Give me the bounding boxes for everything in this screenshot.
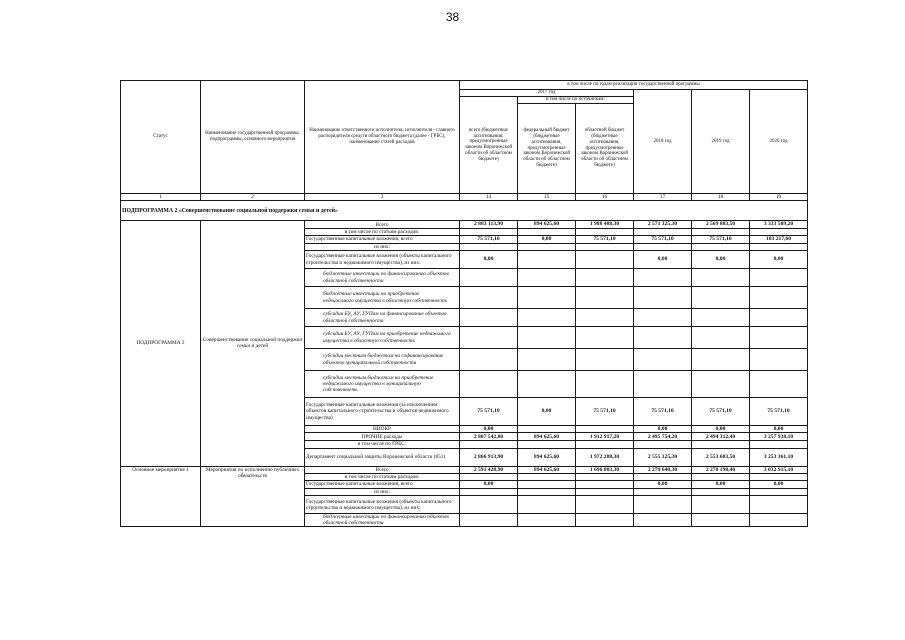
value-cell	[634, 269, 692, 287]
value-cell	[634, 349, 692, 371]
value-cell: 0,00	[460, 251, 518, 269]
budget-table	[120, 80, 808, 527]
value-cell: 0,00	[750, 426, 808, 433]
page-number: 38	[445, 10, 460, 24]
value-cell	[518, 243, 576, 250]
value-cell	[460, 496, 518, 514]
value-cell	[460, 243, 518, 250]
column-number: 1	[121, 194, 201, 201]
row-status: Основное мероприятие 1	[121, 466, 201, 527]
header-year-2020: 2020 год	[750, 90, 808, 194]
value-cell	[576, 251, 634, 269]
header-year-2019: 2019 год	[692, 90, 750, 194]
value-cell	[692, 287, 750, 309]
value-cell	[518, 251, 576, 269]
value-cell	[634, 243, 692, 250]
value-cell	[750, 473, 808, 480]
value-cell: 75 571,10	[692, 235, 750, 243]
row-label: в том числе по статьям расходов:	[305, 228, 460, 235]
value-cell	[634, 496, 692, 514]
value-cell	[518, 371, 576, 398]
row-label: субсидии БУ, АУ, ГУПам на приобретение недвижимого имущества в областную собственность	[305, 327, 460, 349]
value-cell	[750, 371, 808, 398]
table-row	[121, 466, 808, 473]
value-cell	[576, 287, 634, 309]
value-cell: 2 569 883,50	[692, 221, 750, 228]
row-label: бюджетные инвестиции по финансированию объектов областной собственности	[305, 514, 460, 527]
value-cell	[692, 327, 750, 349]
value-cell: 3 333 509,20	[750, 221, 808, 228]
value-cell	[518, 228, 576, 235]
value-cell: 2 553 683,50	[692, 448, 750, 466]
row-label: из них:	[305, 243, 460, 250]
value-cell	[750, 514, 808, 527]
value-cell	[692, 371, 750, 398]
value-cell	[692, 473, 750, 480]
value-cell	[692, 496, 750, 514]
value-cell	[750, 496, 808, 514]
value-cell: 2 591 428,90	[460, 466, 518, 473]
value-cell: 75 571,10	[750, 398, 808, 426]
subprogram-title: ПОДПРОГРАММА 2 «Совершенствование социальной поддержки семьи и детей»	[121, 201, 808, 221]
header-federal-budget: федеральный бюджет (бюджетные ассигнования, предусмотренные законом Воронежской области об областном бюджете)	[518, 104, 576, 194]
header-row-1	[121, 81, 808, 90]
value-cell	[692, 243, 750, 250]
value-cell	[576, 481, 634, 489]
value-cell: 894 625,60	[518, 466, 576, 473]
value-cell: 3 032 915,10	[750, 466, 808, 473]
value-cell	[576, 514, 634, 527]
value-cell: 0,00	[460, 481, 518, 489]
table-row	[121, 221, 808, 228]
value-cell: 0,00	[518, 398, 576, 426]
value-cell	[750, 349, 808, 371]
value-cell	[634, 514, 692, 527]
column-number: 14	[460, 194, 518, 201]
value-cell	[750, 269, 808, 287]
value-cell: 75 571,10	[692, 398, 750, 426]
row-label: в том числе по статьям расходов:	[305, 473, 460, 480]
header-status: Статус	[121, 81, 201, 194]
value-cell: 894 625,60	[518, 221, 576, 228]
value-cell	[460, 514, 518, 527]
row-label: Всего	[305, 221, 460, 228]
value-cell	[750, 489, 808, 496]
header-incl-sources: в том числе по источникам:	[518, 97, 634, 104]
value-cell	[634, 489, 692, 496]
row-label: ПРОЧИЕ расходы	[305, 433, 460, 441]
value-cell	[692, 349, 750, 371]
value-cell	[518, 287, 576, 309]
value-cell	[518, 269, 576, 287]
header-regional-budget: областной бюджет (бюджетные ассигнования, предусмотренные законом Воронежской области об областном бюджете)	[576, 104, 634, 194]
value-cell: 0,00	[692, 426, 750, 433]
value-cell	[576, 228, 634, 235]
value-cell	[634, 441, 692, 448]
value-cell: 2 571 325,30	[634, 221, 692, 228]
row-label: Государственные капитальные вложения (за исключением объектов капитального строительства и объектов недвижимого имущества)	[305, 398, 460, 426]
value-cell	[750, 243, 808, 250]
row-label: Государственные капитальные вложения, всего	[305, 481, 460, 489]
value-cell	[460, 287, 518, 309]
value-cell: 2 883 113,90	[460, 221, 518, 228]
row-status: ПОДПРОГРАММА 2	[121, 221, 201, 466]
value-cell: 0,00	[518, 235, 576, 243]
value-cell	[750, 228, 808, 235]
row-label: в том числе по ГРБС:	[305, 441, 460, 448]
value-cell	[576, 243, 634, 250]
row-program-name: Мероприятия по исполнению публичных обязательств	[201, 466, 305, 527]
row-label: Всего	[305, 466, 460, 473]
row-label: субсидии местным бюджетам на приобретение недвижимого имущества в муниципальную собственность	[305, 371, 460, 398]
value-cell	[750, 309, 808, 327]
subprogram-title-row	[121, 201, 808, 221]
value-cell	[576, 473, 634, 480]
value-cell	[634, 287, 692, 309]
value-cell	[576, 371, 634, 398]
column-number: 17	[634, 194, 692, 201]
value-cell: 1 696 803,30	[576, 466, 634, 473]
value-cell: 0,00	[750, 251, 808, 269]
value-cell	[518, 496, 576, 514]
value-cell: 0,00	[634, 251, 692, 269]
value-cell	[692, 228, 750, 235]
header-year-2017: 2017 год	[460, 90, 634, 97]
value-cell: 0,00	[460, 426, 518, 433]
value-cell: 2 555 125,30	[634, 448, 692, 466]
value-cell	[634, 327, 692, 349]
value-cell	[576, 441, 634, 448]
value-cell: 2 807 542,80	[460, 433, 518, 441]
value-cell	[692, 269, 750, 287]
row-label: НИОКР	[305, 426, 460, 433]
value-cell	[634, 473, 692, 480]
column-number-row	[121, 194, 808, 201]
row-label: бюджетные инвестиции на приобретение недвижимого имущества в областную собственность	[305, 287, 460, 309]
value-cell: 1 988 488,30	[576, 221, 634, 228]
value-cell: 0,00	[692, 481, 750, 489]
value-cell	[460, 327, 518, 349]
value-cell: 0,00	[634, 426, 692, 433]
value-cell	[460, 228, 518, 235]
row-label: Государственные капитальные вложения (объекты капитального строительства и недвижимого имущества), из них:	[305, 496, 460, 514]
value-cell	[692, 489, 750, 496]
value-cell	[460, 349, 518, 371]
value-cell	[518, 481, 576, 489]
value-cell	[750, 287, 808, 309]
value-cell: 0,00	[750, 481, 808, 489]
value-cell	[518, 309, 576, 327]
row-label: субсидии местным бюджетам на софинансирование объектов муниципальной собственности	[305, 349, 460, 371]
value-cell	[576, 489, 634, 496]
value-cell	[518, 489, 576, 496]
value-cell	[692, 309, 750, 327]
value-cell	[460, 269, 518, 287]
value-cell	[634, 371, 692, 398]
header-year-2018: 2018 год	[634, 90, 692, 194]
row-label: Государственные капитальные вложения (объекты капитального строительства и недвижимого имущества), из них:	[305, 251, 460, 269]
row-label: из них:	[305, 489, 460, 496]
header-top-band: в том числе по годам реализации государственной программы	[460, 81, 808, 90]
value-cell	[518, 473, 576, 480]
value-cell	[518, 349, 576, 371]
value-cell	[460, 441, 518, 448]
value-cell: 2 866 913,90	[460, 448, 518, 466]
value-cell: 75 571,10	[576, 398, 634, 426]
value-cell	[576, 309, 634, 327]
value-cell: 75 571,10	[634, 398, 692, 426]
value-cell	[576, 269, 634, 287]
row-label: субсидии БУ, АУ, ГУПам на финансирование объектов областной собственности	[305, 309, 460, 327]
value-cell: 1 972 288,30	[576, 448, 634, 466]
row-program-name: Совершенствование социальной поддержки семьи и детей	[201, 221, 305, 466]
value-cell	[576, 327, 634, 349]
value-cell	[634, 309, 692, 327]
column-number: 3	[305, 194, 460, 201]
value-cell	[634, 228, 692, 235]
row-label: Департамент социальной защиты Воронежской области (851)	[305, 448, 460, 466]
value-cell	[576, 496, 634, 514]
value-cell: 75 571,10	[634, 235, 692, 243]
header-program-name: Наименование государственной программы, подпрограммы, основного мероприятия	[201, 81, 305, 194]
header-executor: Наименование ответственного исполнителя, исполнителя - главного распорядителя средств областного бюджета (далее - ГРБС), наименование статей расходов	[305, 81, 460, 194]
column-number: 19	[750, 194, 808, 201]
row-label: бюджетные инвестиции по финансированию объектов областной собственности	[305, 269, 460, 287]
value-cell	[692, 514, 750, 527]
value-cell: 1 912 917,20	[576, 433, 634, 441]
value-cell	[518, 327, 576, 349]
column-number: 18	[692, 194, 750, 201]
value-cell: 0,00	[634, 481, 692, 489]
value-cell	[750, 441, 808, 448]
value-cell: 894 625,60	[518, 448, 576, 466]
value-cell: 3 257 938,10	[750, 433, 808, 441]
value-cell: 2 494 312,40	[692, 433, 750, 441]
value-cell: 2 278 198,40	[692, 466, 750, 473]
value-cell: 3 253 361,10	[750, 448, 808, 466]
value-cell: 75 571,10	[460, 235, 518, 243]
value-cell: 75 571,10	[460, 398, 518, 426]
value-cell	[692, 441, 750, 448]
value-cell	[460, 473, 518, 480]
column-number: 2	[201, 194, 305, 201]
value-cell	[750, 327, 808, 349]
value-cell	[576, 426, 634, 433]
value-cell	[576, 349, 634, 371]
value-cell	[460, 371, 518, 398]
value-cell: 894 625,60	[518, 433, 576, 441]
value-cell	[518, 514, 576, 527]
column-number: 15	[518, 194, 576, 201]
value-cell: 0,00	[692, 251, 750, 269]
value-cell: 2 279 640,30	[634, 466, 692, 473]
value-cell	[460, 489, 518, 496]
header-total-budget: всего (бюджетные ассигнования, предусмотренные законом Воронежской области об областном бюджете)	[460, 97, 518, 194]
value-cell: 2 495 754,20	[634, 433, 692, 441]
row-label: Государственные капитальные вложения, всего	[305, 235, 460, 243]
value-cell	[518, 426, 576, 433]
column-number: 16	[576, 194, 634, 201]
value-cell: 103 217,60	[750, 235, 808, 243]
value-cell	[460, 309, 518, 327]
value-cell: 75 571,10	[576, 235, 634, 243]
value-cell	[518, 441, 576, 448]
